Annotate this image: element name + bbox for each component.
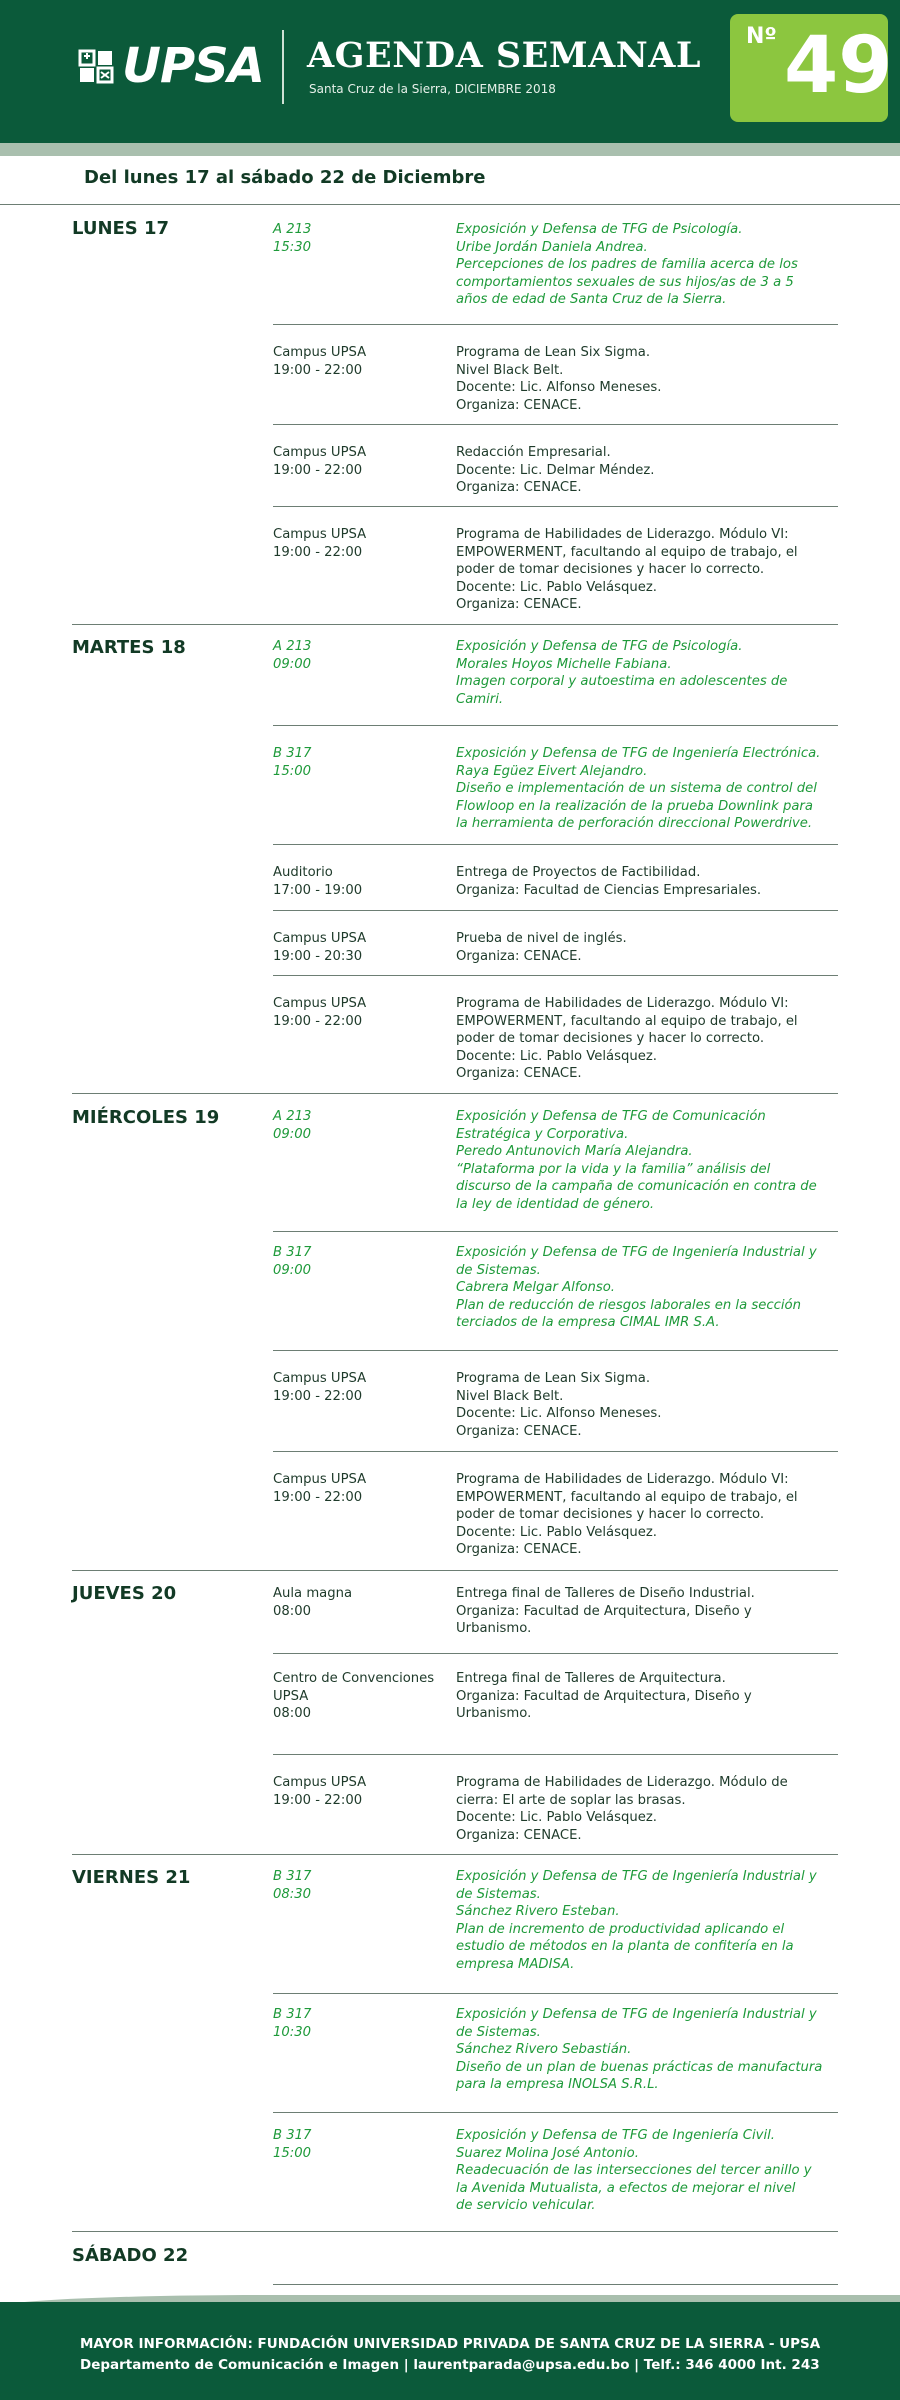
event-description (456, 1244, 841, 1332)
event-description-line: Exposición y Defensa de TFG de Ingeniería Industrial y (456, 1869, 817, 1884)
event-description-line: de Sistemas. (456, 1262, 541, 1278)
event-location: Campus UPSA (273, 527, 367, 542)
divider (273, 1993, 838, 1994)
divider (72, 1570, 838, 1571)
event-location-time (273, 638, 451, 673)
event-location-time (273, 745, 451, 780)
footer-info-title: MAYOR INFORMACIÓN: FUNDACIÓN UNIVERSIDAD PRIVADA DE SANTA CRUZ DE LA SIERRA - UPSA (80, 2336, 821, 2352)
divider (273, 975, 838, 976)
event-time: 10:30 (273, 2024, 312, 2040)
day-heading-saturday: SÁBADO 22 (72, 2245, 189, 2266)
event-location: B 317 (273, 1245, 312, 1260)
header-wave-band (0, 143, 900, 156)
event-location: B 317 (273, 746, 312, 761)
event-description-line: Organiza: CENACE. (456, 1423, 582, 1439)
event-time: 09:00 (273, 1126, 312, 1142)
event-description-line: Diseño e implementación de un sistema de control del (456, 781, 817, 797)
event-description-line: Estratégica y Corporativa. (456, 1126, 629, 1142)
event-description-line: “Plataforma por la vida y la familia” análisis del (456, 1161, 771, 1177)
divider (273, 1653, 838, 1654)
event-time: 19:00 - 22:00 (273, 1388, 363, 1404)
event-location: A 213 (273, 639, 312, 654)
divider (273, 1350, 838, 1351)
divider (72, 1854, 838, 1855)
event-description-line: Entrega de Proyectos de Factibilidad. (456, 865, 701, 880)
day-heading-monday: LUNES 17 (72, 218, 170, 239)
divider (273, 725, 838, 726)
event-description-line: para la empresa INOLSA S.R.L. (456, 2077, 659, 2093)
event-description-line: Urbanismo. (456, 1706, 532, 1722)
event-description-line: Urbanismo. (456, 1621, 532, 1637)
event-description-line: Peredo Antunovich María Alejandra. (456, 1144, 693, 1160)
event-description-line: Entrega final de Talleres de Diseño Industrial. (456, 1586, 755, 1601)
event-description (456, 1774, 841, 1844)
event-description-line: de Sistemas. (456, 1886, 541, 1902)
day-heading-wednesday: MIÉRCOLES 19 (72, 1107, 220, 1128)
event-location: Campus UPSA (273, 1775, 367, 1790)
day-heading-tuesday: MARTES 18 (72, 637, 186, 658)
event-description-line: Docente: Lic. Alfonso Meneses. (456, 1406, 662, 1422)
event-description-line: poder de tomar decisiones y hacer lo correcto. (456, 1031, 765, 1047)
divider (72, 624, 838, 625)
event-description-line: Exposición y Defensa de TFG de Ingeniería Industrial y (456, 2007, 817, 2022)
event-location: B 317 (273, 2128, 312, 2143)
event-location-time (273, 1868, 451, 1903)
header-divider (282, 30, 284, 104)
event-time: 17:00 - 19:00 (273, 882, 363, 898)
event-description (456, 344, 841, 414)
event-location: B 317 (273, 1869, 312, 1884)
upsa-emblem-icon (78, 47, 116, 85)
event-description-line: Nivel Black Belt. (456, 1388, 564, 1404)
divider (273, 1231, 838, 1232)
event-description-line: Imagen corporal y autoestima en adolescentes de (456, 674, 788, 690)
divider (273, 1451, 838, 1452)
event-description-line: Programa de Lean Six Sigma. (456, 345, 651, 360)
event-time: 19:00 - 22:00 (273, 544, 363, 560)
day-heading-thursday: JUEVES 20 (72, 1583, 177, 1604)
event-time: 09:00 (273, 1262, 312, 1278)
event-description-line: Exposición y Defensa de TFG de Ingeniería Industrial y (456, 1245, 817, 1260)
footer-contact: Departamento de Comunicación e Imagen | laurentparada@upsa.edu.bo | Telf.: 346 4000 Int. 243 (80, 2357, 820, 2373)
event-description-line: Sánchez Rivero Esteban. (456, 1904, 620, 1920)
event-description-line: Exposición y Defensa de TFG de Ingeniería Electrónica. (456, 746, 821, 761)
event-description-line: cierra: El arte de soplar las brasas. (456, 1792, 686, 1808)
event-location-time (273, 1108, 451, 1143)
page-title: AGENDA SEMANAL (307, 35, 702, 76)
divider (273, 1754, 838, 1755)
event-description-line: Organiza: Facultad de Arquitectura, Diseño y (456, 1688, 752, 1704)
event-description (456, 2006, 841, 2094)
event-description-line: Entrega final de Talleres de Arquitectura. (456, 1671, 726, 1686)
event-description-line: Exposición y Defensa de TFG de Comunicación (456, 1109, 766, 1124)
event-description-line: Flowloop en la realización de la prueba Downlink para (456, 798, 813, 814)
event-description-line: discurso de la campaña de comunicación en contra de (456, 1179, 817, 1195)
event-description-line: Programa de Habilidades de Liderazgo. Módulo VI: (456, 527, 789, 542)
event-description-line: Exposición y Defensa de TFG de Psicología. (456, 222, 743, 237)
event-location: Campus UPSA (273, 996, 367, 1011)
event-location: UPSA (273, 1688, 309, 1704)
event-description-line: años de edad de Santa Cruz de la Sierra. (456, 292, 727, 308)
event-time: 08:00 (273, 1603, 312, 1619)
event-description (456, 1670, 841, 1723)
logo-text: UPSA (122, 38, 264, 94)
event-time: 19:00 - 22:00 (273, 1792, 363, 1808)
event-description (456, 930, 841, 965)
divider (273, 2112, 838, 2113)
event-description (456, 638, 841, 708)
event-description-line: la herramienta de perforación direccional Powerdrive. (456, 816, 813, 832)
event-description (456, 745, 841, 833)
event-description-line: EMPOWERMENT, facultando al equipo de trabajo, el (456, 544, 798, 560)
event-description-line: EMPOWERMENT, facultando al equipo de trabajo, el (456, 1013, 798, 1029)
event-location-time (273, 344, 451, 379)
event-time: 19:00 - 20:30 (273, 948, 363, 964)
event-location: B 317 (273, 2007, 312, 2022)
event-description-line: Organiza: Facultad de Arquitectura, Diseño y (456, 1603, 752, 1619)
event-description-line: terciados de la empresa CIMAL IMR S.A. (456, 1315, 720, 1331)
event-description-line: Docente: Lic. Pablo Velásquez. (456, 1048, 657, 1064)
week-range-title: Del lunes 17 al sábado 22 de Diciembre (84, 167, 486, 188)
event-description-line: Plan de reducción de riesgos laborales en la sección (456, 1297, 801, 1313)
day-heading-friday: VIERNES 21 (72, 1867, 191, 1888)
event-time: 08:00 (273, 1706, 312, 1722)
divider (273, 324, 838, 325)
event-description-line: Organiza: CENACE. (456, 1066, 582, 1082)
event-description (456, 221, 841, 309)
event-description-line: Suarez Molina José Antonio. (456, 2145, 639, 2161)
event-description-line: Plan de incremento de productividad aplicando el (456, 1921, 785, 1937)
event-description-line: Organiza: CENACE. (456, 1542, 582, 1558)
event-location: Campus UPSA (273, 1371, 367, 1386)
event-description (456, 1868, 841, 1974)
divider (273, 910, 838, 911)
event-description (456, 1585, 841, 1638)
event-time: 09:00 (273, 656, 312, 672)
event-description-line: Docente: Lic. Pablo Velásquez. (456, 1810, 657, 1826)
divider (72, 1093, 838, 1094)
event-description-line: poder de tomar decisiones y hacer lo correcto. (456, 1507, 765, 1523)
divider (273, 424, 838, 425)
event-description-line: Organiza: CENACE. (456, 397, 582, 413)
event-description-line: Cabrera Melgar Alfonso. (456, 1280, 615, 1296)
event-time: 19:00 - 22:00 (273, 1013, 363, 1029)
event-time: 19:00 - 22:00 (273, 362, 363, 378)
event-description (456, 2127, 841, 2215)
issue-number-badge (730, 14, 893, 122)
event-description-line: Programa de Habilidades de Liderazgo. Módulo VI: (456, 1472, 789, 1487)
event-description-line: Uribe Jordán Daniela Andrea. (456, 239, 648, 255)
event-location-time (273, 2127, 451, 2162)
event-description-line: Morales Hoyos Michelle Fabiana. (456, 656, 672, 672)
divider (72, 2231, 838, 2232)
event-description-line: de servicio vehicular. (456, 2198, 596, 2214)
event-description-line: estudio de métodos en la planta de confitería en la (456, 1939, 794, 1955)
event-description (456, 444, 841, 497)
divider (0, 204, 900, 205)
event-description-line: Organiza: CENACE. (456, 597, 582, 613)
event-location: Campus UPSA (273, 931, 367, 946)
divider (273, 506, 838, 507)
event-description-line: poder de tomar decisiones y hacer lo correcto. (456, 562, 765, 578)
event-description-line: Docente: Lic. Pablo Velásquez. (456, 579, 657, 595)
page-subtitle: Santa Cruz de la Sierra, DICIEMBRE 2018 (309, 82, 556, 96)
event-location-time (273, 1471, 451, 1506)
event-time: 08:30 (273, 1886, 312, 1902)
divider (273, 2284, 838, 2285)
event-location-time (273, 526, 451, 561)
event-description-line: Docente: Lic. Alfonso Meneses. (456, 380, 662, 396)
event-description-line: la ley de identidad de género. (456, 1196, 655, 1212)
event-description-line: Programa de Habilidades de Liderazgo. Módulo de (456, 1775, 788, 1790)
event-location: Campus UPSA (273, 445, 367, 460)
event-location-time (273, 1585, 451, 1620)
event-description-line: Programa de Habilidades de Liderazgo. Módulo VI: (456, 996, 789, 1011)
event-location-time (273, 1774, 451, 1809)
event-location: Campus UPSA (273, 345, 367, 360)
event-location: Centro de Convenciones (273, 1671, 435, 1686)
upsa-logo (78, 38, 264, 94)
event-time: 15:00 (273, 2145, 312, 2161)
event-description-line: Organiza: CENACE. (456, 480, 582, 496)
event-description (456, 1370, 841, 1440)
event-description (456, 1108, 841, 1214)
event-description-line: Diseño de un plan de buenas prácticas de manufactura (456, 2059, 823, 2075)
event-description (456, 526, 841, 614)
event-description-line: EMPOWERMENT, facultando al equipo de trabajo, el (456, 1489, 798, 1505)
event-description (456, 864, 841, 899)
event-description-line: Organiza: Facultad de Ciencias Empresariales. (456, 882, 762, 898)
event-description-line: Camiri. (456, 691, 504, 707)
event-description-line: Percepciones de los padres de familia acerca de los (456, 257, 798, 273)
event-description-line: Raya Egüez Eivert Alejandro. (456, 763, 648, 779)
event-time: 15:30 (273, 239, 312, 255)
event-description-line: Docente: Lic. Pablo Velásquez. (456, 1524, 657, 1540)
event-location-time (273, 221, 451, 256)
event-time: 19:00 - 22:00 (273, 462, 363, 478)
event-location: Campus UPSA (273, 1472, 367, 1487)
event-description-line: comportamientos sexuales de sus hijos/as de 3 a 5 (456, 274, 794, 290)
event-location-time (273, 1670, 451, 1723)
event-location-time (273, 444, 451, 479)
event-location: A 213 (273, 222, 312, 237)
event-location-time (273, 1370, 451, 1405)
event-description-line: Redacción Empresarial. (456, 445, 611, 460)
event-time: 19:00 - 22:00 (273, 1489, 363, 1505)
event-location-time (273, 995, 451, 1030)
event-description-line: Organiza: CENACE. (456, 1827, 582, 1843)
event-description-line: de Sistemas. (456, 2024, 541, 2040)
event-description-line: la Avenida Mutualista, a efectos de mejorar el nivel (456, 2180, 796, 2196)
event-description-line: Docente: Lic. Delmar Méndez. (456, 462, 655, 478)
event-location: Aula magna (273, 1586, 353, 1601)
event-location-time (273, 1244, 451, 1279)
issue-number: 49 (784, 21, 893, 111)
event-description-line: empresa MADISA. (456, 1956, 575, 1972)
event-location-time (273, 2006, 451, 2041)
event-time: 15:00 (273, 763, 312, 779)
event-description-line: Programa de Lean Six Sigma. (456, 1371, 651, 1386)
issue-number-label: Nº (746, 24, 777, 49)
event-description-line: Sánchez Rivero Sebastián. (456, 2042, 632, 2058)
event-description-line: Readecuación de las intersecciones del tercer anillo y (456, 2163, 812, 2179)
event-location-time (273, 930, 451, 965)
event-description-line: Organiza: CENACE. (456, 948, 582, 964)
event-description-line: Exposición y Defensa de TFG de Psicología. (456, 639, 743, 654)
event-description-line: Nivel Black Belt. (456, 362, 564, 378)
event-description-line: Exposición y Defensa de TFG de Ingeniería Civil. (456, 2128, 775, 2143)
event-location-time (273, 864, 451, 899)
event-description-line: Prueba de nivel de inglés. (456, 931, 627, 946)
event-description (456, 995, 841, 1083)
divider (273, 844, 838, 845)
event-location: A 213 (273, 1109, 312, 1124)
event-location: Auditorio (273, 865, 333, 880)
event-description (456, 1471, 841, 1559)
